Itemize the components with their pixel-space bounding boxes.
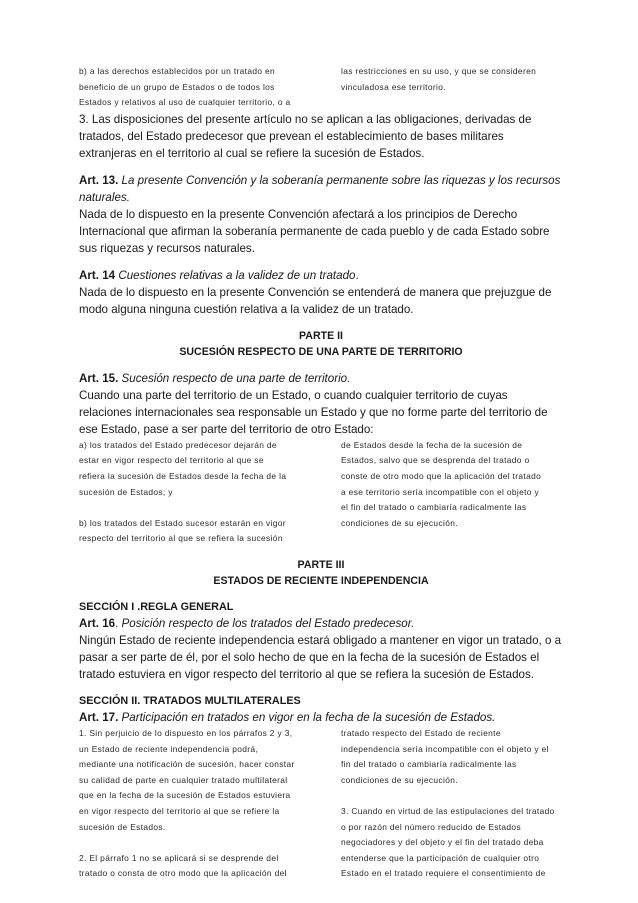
article-14-heading: Art. 14 Cuestiones relativas a la validez de un tratado. xyxy=(79,268,359,282)
article-label: Art. 17. xyxy=(79,710,119,724)
article-15-heading xyxy=(79,370,563,387)
text-line: Estados y relativos al uso de cualquier territorio, o a xyxy=(79,97,291,108)
text-line: 1. Sin perjuicio de lo dispuesto en los párrafos 2 y 3, xyxy=(79,727,293,738)
article-17-columns xyxy=(79,726,563,882)
section-2-heading: SECCIÓN II. TRATADOS MULTILATERALES xyxy=(79,694,301,707)
article-label: Art. 14 xyxy=(79,268,116,282)
article-title: La presente Convención y la soberanía permanente sobre las riquezas y los recursos naturales. xyxy=(79,173,561,204)
text-line: sucesión de Estados; y xyxy=(79,486,173,497)
text-line: tratado o consta de otro modo que la aplicación del xyxy=(79,868,287,879)
article-title: Posición respecto de los tratados del Estado predecesor. xyxy=(121,616,415,630)
top-right-column xyxy=(341,64,563,111)
article-15-left-column xyxy=(79,438,307,547)
text-line: vinculadosa ese territorio. xyxy=(341,81,446,92)
text-line: refiera la sucesión de Estados desde la fecha de la xyxy=(79,470,287,481)
text-line: fin del tratado o cambiaría radicalmente las xyxy=(341,759,517,770)
article-label: Art. 16 xyxy=(79,616,116,630)
text-line: beneficio de un grupo de Estados o de todos los xyxy=(79,81,275,92)
text-line: las restricciones en su uso, y que se consideren xyxy=(341,66,537,76)
document-page xyxy=(79,64,563,882)
text-line: un Estado de reciente independencia podrá, xyxy=(79,743,259,754)
part-3-subheading: ESTADOS DE RECIENTE INDEPENDENCIA xyxy=(213,574,429,587)
text-line: tratado respecto del Estado de reciente xyxy=(341,727,501,738)
article-title: Participación en tratados en vigor en la fecha de la sucesión de Estados. xyxy=(121,710,496,724)
article-label: Art. 13. xyxy=(79,173,119,187)
article-15-columns xyxy=(79,438,563,547)
text-line: entenderse que la participación de cualquier otro xyxy=(341,852,540,863)
part-3-heading: PARTE III xyxy=(297,558,345,571)
text-line: el fin del tratado o cambiaría radicalmente las xyxy=(341,502,527,513)
article-16-text: Ningún Estado de reciente independencia estará obligado a mantener en vigor un tratado, o a pasar a ser parte de él, por el solo hecho de que en la fecha de la sucesión de Estados el tratado estuviera en vigor respecto del territorio al que se refiera la sucesión de Estados. xyxy=(79,633,562,681)
section-1-heading: SECCIÓN I .REGLA GENERAL xyxy=(79,600,234,613)
text-line: o por razón del número reducido de Estados xyxy=(341,821,521,832)
text-line: condiciones de su ejecución. xyxy=(341,517,458,528)
top-columns xyxy=(79,64,563,111)
article-13-text: Nada de lo dispuesto en la presente Convención afectará a los principios de Derecho Internacional que afirman la soberanía permanente de cada pueblo y de cada Estado sobre sus riquezas y recursos naturales. xyxy=(79,207,550,255)
paragraph-3: 3. Las disposiciones del presente artículo no se aplican a las obligaciones, derivadas de tratados, del Estado predecesor que prevean el establecimiento de bases militares extranjeras en el territorio al cual se refiere la sucesión de Estados. xyxy=(79,112,532,160)
article-15-text: Cuando una parte del territorio de un Estado, o cuando cualquier territorio de cuyas relaciones internacionales sea responsable un Estado y que no forme parte del territorio de ese Estado, pase a ser parte del territorio de otro Estado: xyxy=(79,388,548,436)
article-title: Sucesión respecto de una parte de territorio. xyxy=(121,371,351,385)
text-line: Estado en el tratado requiere el consentimiento de xyxy=(341,868,546,879)
text-line: a ese territorio sería incompatible con el objeto y xyxy=(341,486,540,497)
text-line: conste de otro modo que la aplicación del tratado xyxy=(341,470,542,481)
article-17-left-column xyxy=(79,726,307,882)
top-left-column xyxy=(79,64,307,111)
article-label: Art. 15. xyxy=(79,371,119,385)
text-line: b) a las derechos establecidos por un tratado en xyxy=(79,66,276,76)
text-line: independencia sería incompatible con el objeto y el xyxy=(341,743,549,754)
article-16-heading: Art. 16. Posición respecto de los tratados del Estado predecesor. xyxy=(79,616,415,630)
text-line: respecto del territorio al que se refiera la sucesión xyxy=(79,533,283,544)
article-15-right-column xyxy=(341,438,563,547)
article-17-right-column xyxy=(341,726,563,882)
article-13-heading xyxy=(79,172,563,206)
article-14-text: Nada de lo dispuesto en la presente Convención se entenderá de manera que prejuzgue de modo alguna ninguna cuestión relativa a la validez de un tratado. xyxy=(79,285,552,316)
text-line: que en la fecha de la sucesión de Estados estuviera xyxy=(79,790,291,801)
text-line: su calidad de parte en cualquier tratado multilateral xyxy=(79,774,288,785)
text-line: sucesión de Estados. xyxy=(79,821,166,832)
text-line: Estados, salvo que se desprenda del tratado o xyxy=(341,455,530,466)
text-line: 3. Cuando en virtud de las estipulaciones del tratado xyxy=(341,805,555,816)
text-line: condiciones de su ejecución. xyxy=(341,774,458,785)
article-17-heading xyxy=(79,709,563,726)
part-2-subheading: SUCESIÓN RESPECTO DE UNA PARTE DE TERRITORIO xyxy=(179,345,463,358)
part-2-heading: PARTE II xyxy=(299,329,343,342)
text-line: en vigor respecto del territorio al que se refiere la xyxy=(79,805,280,816)
text-line: a) los tratados del Estado predecesor dejarán de xyxy=(79,439,277,450)
text-line: b) los tratados del Estado sucesor estarán en vigor xyxy=(79,517,286,528)
article-title: Cuestiones relativas a la validez de un tratado xyxy=(118,268,356,282)
text-line: estar en vigor respecto del territorio al que se xyxy=(79,455,264,466)
text-line: de Estados desde la fecha de la sucesión de xyxy=(341,439,523,450)
text-line: mediante una notificación de sucesión, hacer constar xyxy=(79,759,295,770)
text-line: negociadores y del objeto y el fin del tratado deba xyxy=(341,837,544,848)
text-line: 2. El párrafo 1 no se aplicará si se desprende del xyxy=(79,852,279,863)
